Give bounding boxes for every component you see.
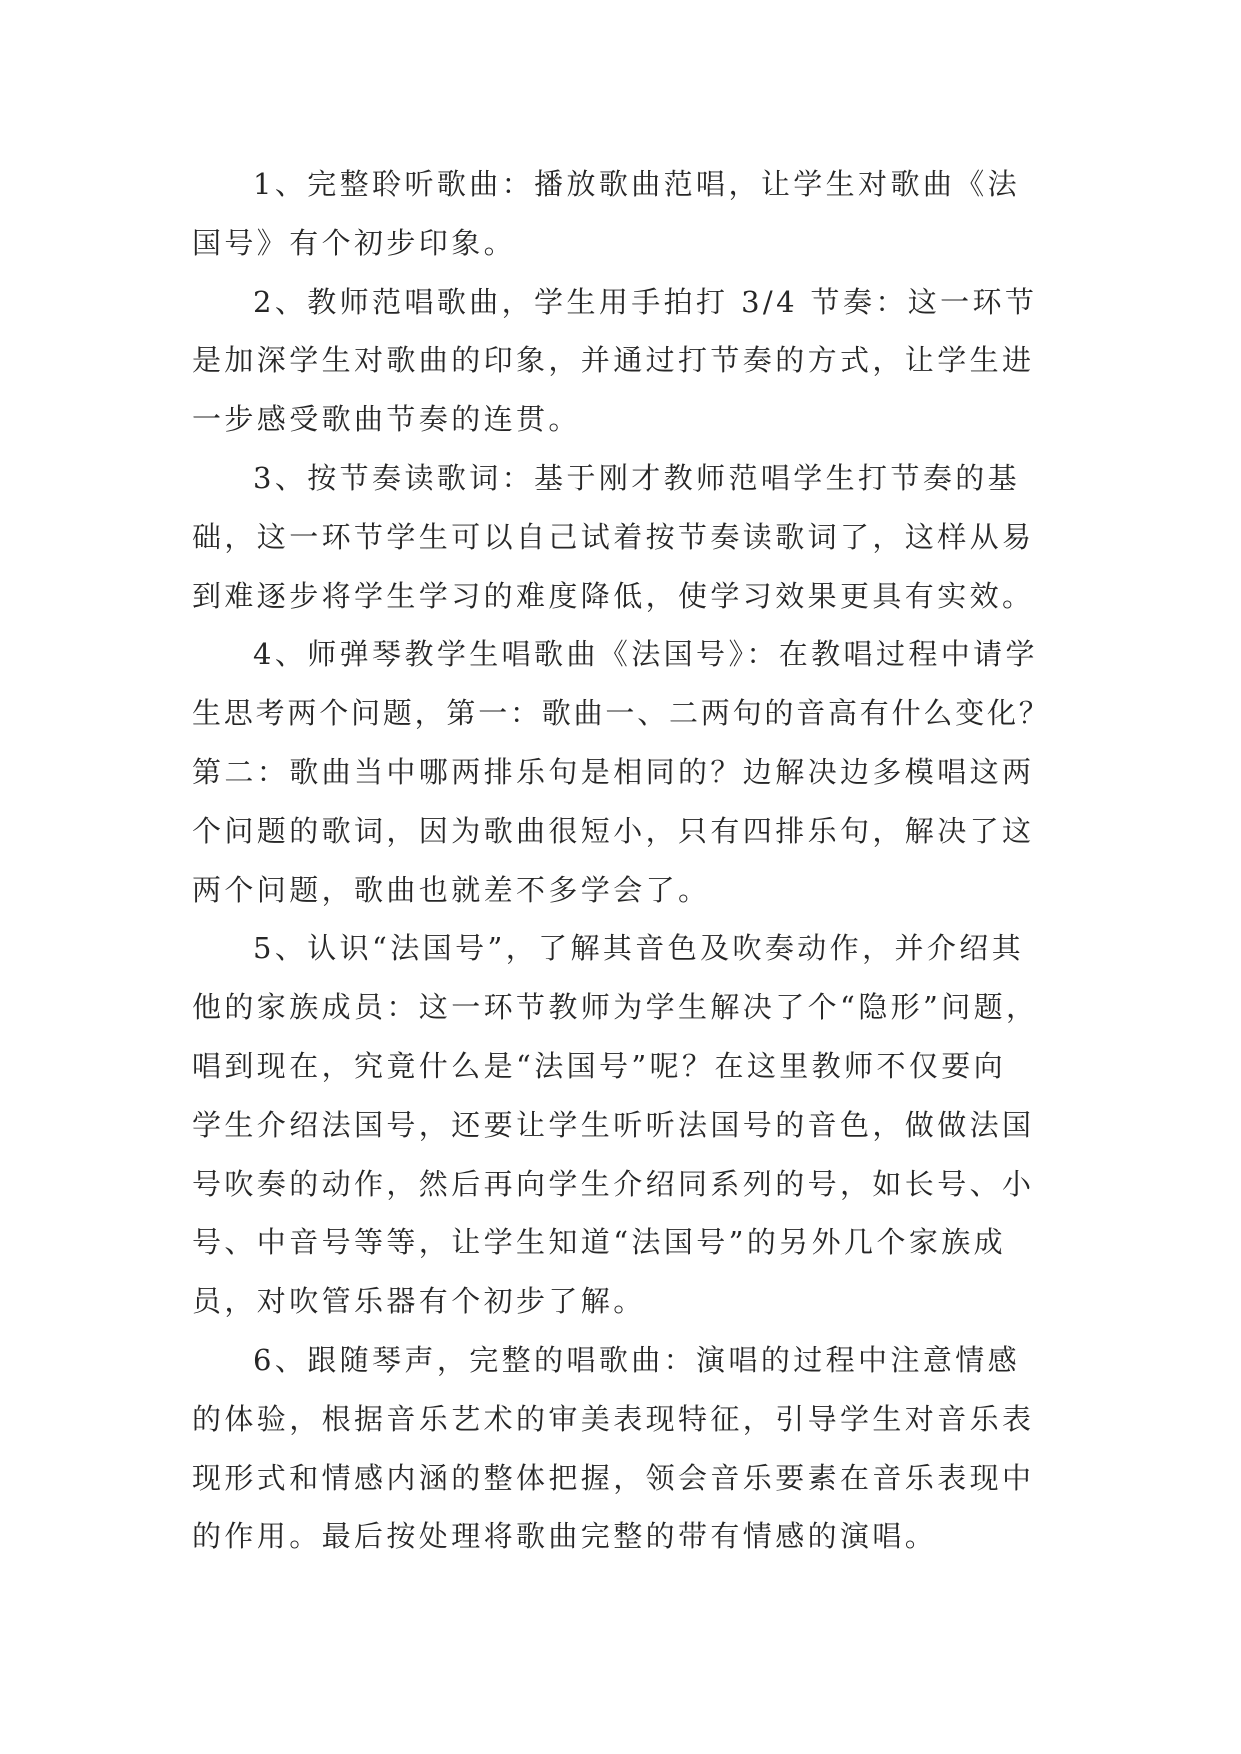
paragraph-first-line: 5、认识“法国号”，了解其音色及吹奏动作，并介绍其 [253,931,1025,966]
paragraph-first-line: 1、完整聆听歌曲：播放歌曲范唱，让学生对歌曲《法 [253,167,1021,201]
paragraph-first-line: 6、跟随琴声，完整的唱歌曲：演唱的过程中注意情感 [253,1342,1021,1377]
paragraph [192,449,1052,625]
document-body [192,155,1052,1566]
paragraph-line: 号吹奏的动作，然后再向学生介绍同系列的号，如长号、小 [192,1166,1035,1201]
paragraph-line: 学生介绍法国号，还要让学生听听法国号的音色，做做法国 [192,1107,1035,1142]
paragraph-line: 两个问题，歌曲也就差不多学会了。 [192,872,711,907]
paragraph-line: 础，这一环节学生可以自己试着按节奏读歌词了，这样从易 [192,519,1035,554]
paragraph [192,625,1052,919]
paragraph-line: 国号》有个初步印象。 [192,225,517,260]
paragraph-first-line: 4、师弹琴教学生唱歌曲《法国号》：在教唱过程中请学 [253,637,1038,672]
paragraph [192,1331,1052,1566]
paragraph-line: 第二：歌曲当中哪两排乐句是相同的？边解决边多模唱这两 [192,754,1035,789]
paragraph-line: 个问题的歌词，因为歌曲很短小，只有四排乐句，解决了这 [192,813,1035,848]
paragraph-line: 的作用。最后按处理将歌曲完整的带有情感的演唱。 [192,1519,938,1554]
paragraph-line: 是加深学生对歌曲的印象，并通过打节奏的方式，让学生进 [192,343,1035,378]
paragraph-line: 唱到现在，究竟什么是“法国号”呢？在这里教师不仅要向 [192,1048,1007,1083]
paragraph-line: 到难逐步将学生学习的难度降低，使学习效果更具有实效。 [192,578,1035,613]
paragraph [192,273,1052,449]
paragraph-line: 生思考两个问题，第一：歌曲一、二两句的音高有什么变化？ [192,696,1051,731]
paragraph-line: 他的家族成员：这一环节教师为学生解决了个“隐形”问题， [192,990,1039,1025]
paragraph-line: 一步感受歌曲节奏的连贯。 [192,402,581,437]
paragraph-first-line: 2、教师范唱歌曲，学生用手拍打 3/4 节奏：这一环节 [253,284,1038,319]
paragraph-line: 现形式和情感内涵的整体把握，领会音乐要素在音乐表现中 [192,1460,1035,1495]
paragraph [192,919,1052,1331]
paragraph-line: 的体验，根据音乐艺术的审美表现特征，引导学生对音乐表 [192,1401,1035,1436]
paragraph-line: 员，对吹管乐器有个初步了解。 [192,1284,646,1319]
paragraph-first-line: 3、按节奏读歌词：基于刚才教师范唱学生打节奏的基 [253,460,1021,495]
paragraph [192,155,1052,273]
paragraph-line: 号、中音号等等，让学生知道“法国号”的另外几个家族成 [192,1225,1007,1260]
